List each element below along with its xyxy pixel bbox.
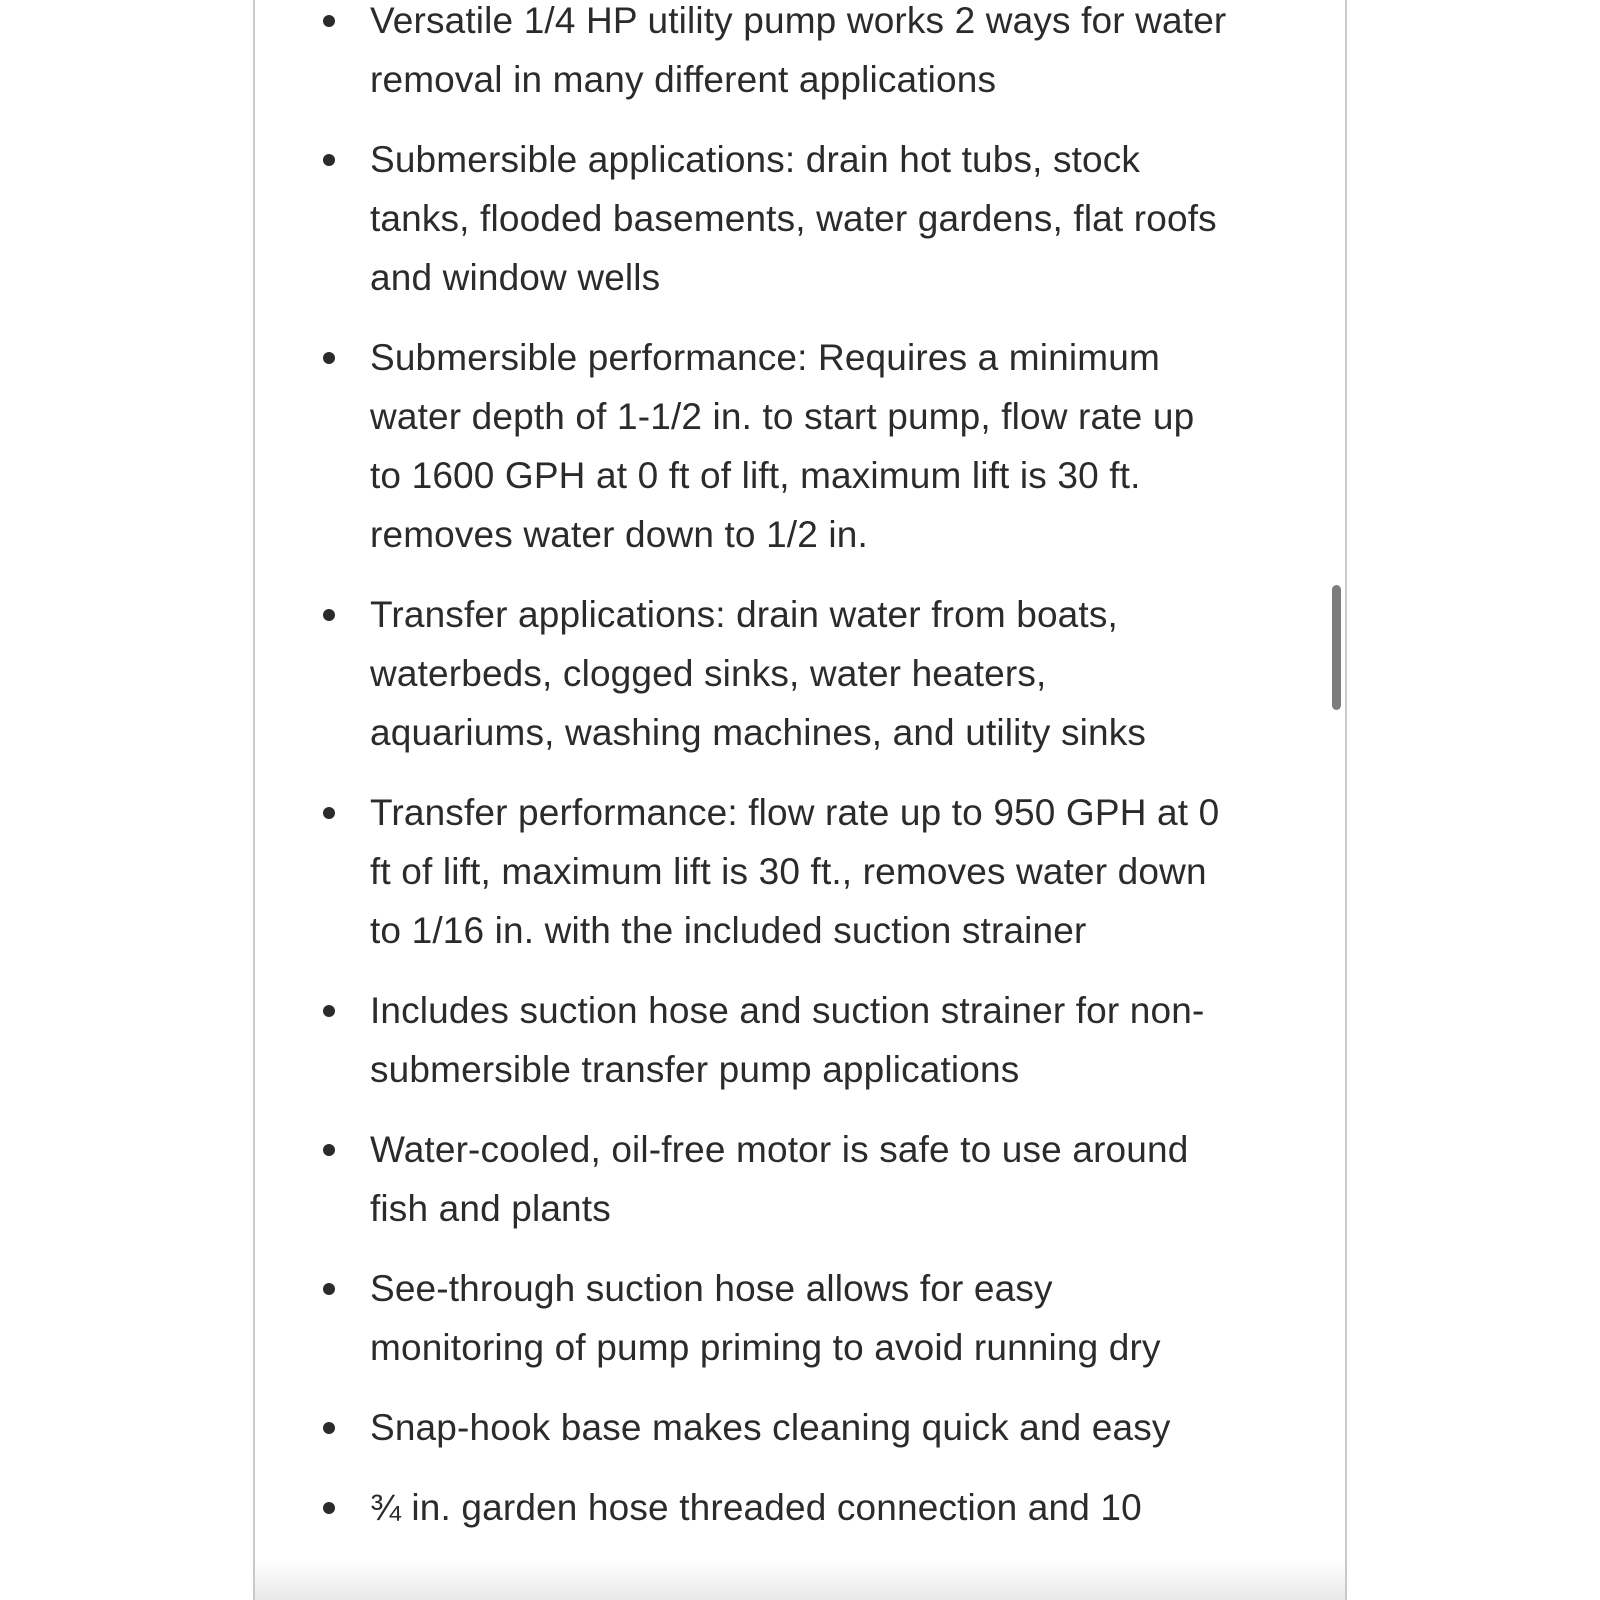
feature-item — [255, 0, 1345, 109]
feature-text: Snap-hook base makes cleaning quick and easy — [370, 1407, 1171, 1448]
feature-item — [255, 1398, 1345, 1457]
bullet-icon — [323, 1283, 335, 1295]
feature-text: ¾ in. garden hose threaded connection and 10 — [370, 1487, 1142, 1528]
feature-item — [255, 585, 1345, 762]
feature-list — [255, 0, 1345, 1558]
bullet-icon — [323, 154, 335, 166]
bottom-fade — [255, 1560, 1345, 1600]
feature-text: Includes suction hose and suction strainer for non-submersible transfer pump applications — [370, 990, 1205, 1090]
bullet-icon — [323, 1502, 335, 1514]
scrollbar-thumb[interactable] — [1332, 585, 1341, 710]
bullet-icon — [323, 1144, 335, 1156]
feature-item — [255, 1259, 1345, 1377]
bullet-icon — [323, 352, 335, 364]
bullet-icon — [323, 15, 335, 27]
feature-text: Transfer applications: drain water from boats, waterbeds, clogged sinks, water heaters, aquariums, washing machines, and utility sinks — [370, 594, 1147, 753]
bullet-icon — [323, 1422, 335, 1434]
feature-text: Submersible performance: Requires a minimum water depth of 1-1/2 in. to start pump, flow rate up to 1600 GPH at 0 ft of lift, maximum lift is 30 ft. removes water down to 1/2 in. — [370, 337, 1195, 555]
bullet-icon — [323, 1005, 335, 1017]
bullet-icon — [323, 807, 335, 819]
feature-text: Versatile 1/4 HP utility pump works 2 ways for water removal in many different applications — [370, 0, 1227, 100]
feature-item — [255, 981, 1345, 1099]
feature-item — [255, 783, 1345, 960]
feature-item — [255, 328, 1345, 564]
feature-item — [255, 130, 1345, 307]
product-description-panel — [253, 0, 1347, 1600]
feature-text: Transfer performance: flow rate up to 950 GPH at 0 ft of lift, maximum lift is 30 ft., removes water down to 1/16 in. with the included suction strainer — [370, 792, 1220, 951]
feature-text: Water-cooled, oil-free motor is safe to use around fish and plants — [370, 1129, 1189, 1229]
feature-item — [255, 1478, 1345, 1537]
feature-text: Submersible applications: drain hot tubs, stock tanks, flooded basements, water gardens, flat roofs and window wells — [370, 139, 1217, 298]
feature-text: See-through suction hose allows for easy monitoring of pump priming to avoid running dry — [370, 1268, 1161, 1368]
bullet-icon — [323, 609, 335, 621]
feature-item — [255, 1120, 1345, 1238]
